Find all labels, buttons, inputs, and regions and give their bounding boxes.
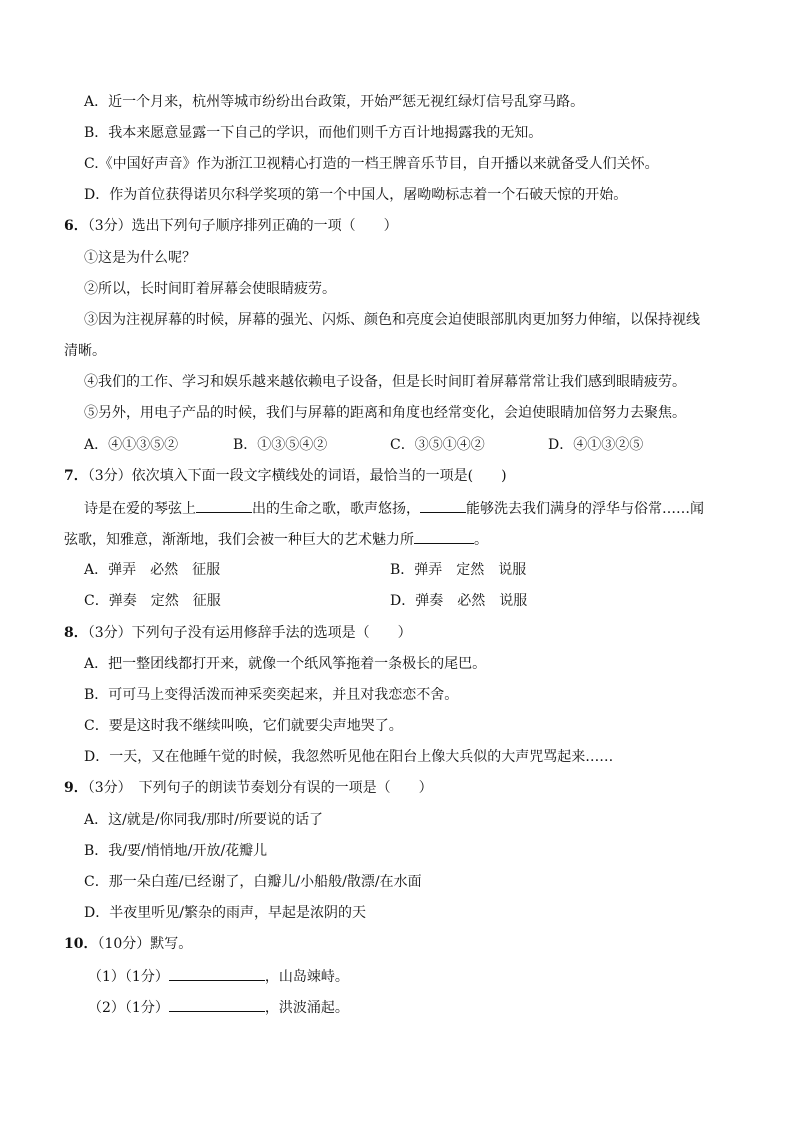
q6-sentence-4: ④我们的工作、学习和娱乐越来越依赖电子设备，但是长时间盯着屏幕常常让我们感到眼睛疲劳。 [84,374,686,390]
q8-stem-text: （3分）下列句子没有运用修辞手法的选项是（ ） [87,625,412,641]
q7-blank-3[interactable] [414,529,474,544]
q6-sentence-5: ⑤另外，用电子产品的时候，我们与屏幕的距离和角度也经常变化，会迫使眼睛加倍努力去聚焦。 [84,405,686,421]
q7-passage-text-3: 能够洗去我们满身的浮华与俗常……闻 [466,501,704,517]
q7-stem-text: （3分）依次填入下面一段文字横线处的词语，最恰当的一项是( ) [87,468,507,484]
q7-option-c: C．弹奏 定然 征服 [84,593,221,609]
q7-passage-line-1 [84,498,704,519]
q6-stem [64,216,398,236]
q7-passage-text-1: 诗是在爱的琴弦上 [84,501,196,517]
q10-item-2-text: ，洪波涌起。 [264,1000,349,1016]
q8-option-c: C．要是这时我不继续叫唤，它们就要尖声地哭了。 [84,718,403,734]
q10-item-2-label: （2）（1分） [88,1000,169,1016]
q10-blank-2[interactable] [169,997,265,1012]
q6-option-d: D．④①③②⑤ [548,437,644,453]
q7-option-a: A．弹弄 必然 征服 [84,562,221,578]
q5-option-b: B．我本来愿意显露一下自己的学识，而他们则千方百计地揭露我的无知。 [84,125,543,141]
q9-option-c: C．那一朵白莲/已经谢了，白瓣儿/小船般/散漂/在水面 [84,874,422,890]
q9-stem [64,778,433,798]
q10-item-1 [88,966,349,987]
q7-blank-2[interactable] [420,498,466,513]
q6-sentence-2: ②所以，长时间盯着屏幕会使眼睛疲劳。 [84,281,336,297]
q8-option-d: D．一天，又在他睡午觉的时候，我忽然听见他在阳台上像大兵似的大声咒骂起来…… [84,749,614,765]
q9-stem-text: （3分） 下列句子的朗读节奏划分有误的一项是（ ） [87,780,433,796]
q8-number: 8． [64,625,88,641]
q7-stem [64,466,507,486]
q7-option-d: D．弹奏 必然 说服 [390,593,528,609]
q7-passage-line-2 [64,529,488,550]
q7-passage-text-2: 出的生命之歌，歌声悠扬， [252,501,420,517]
q6-stem-text: （3分）选出下列句子顺序排列正确的一项（ ） [87,218,398,234]
q10-blank-1[interactable] [169,966,265,981]
q10-item-2 [88,997,349,1018]
q8-option-a: A．把一整团线都打开来，就像一个纸风筝拖着一条极长的尾巴。 [84,656,487,672]
q10-number: 10． [64,936,98,952]
q10-item-1-label: （1）（1分） [88,969,169,985]
q7-option-b: B．弹弄 定然 说服 [390,562,527,578]
q5-option-a: A．近一个月来，杭州等城市纷纷出台政策，开始严惩无视红绿灯信号乱穿马路。 [84,94,585,110]
q9-option-b: B．我/要/悄悄地/开放/花瓣儿 [84,843,268,859]
q8-stem [64,623,412,643]
q10-stem-text: （10分）默写。 [97,936,193,952]
q5-option-d: D．作为首位获得诺贝尔科学奖项的第一个中国人，屠呦呦标志着一个石破天惊的开始。 [84,187,628,203]
q5-option-c: C.《中国好声音》作为浙江卫视精心打造的一档王牌音乐节目，自开播以来就备受人们关怀。 [84,156,659,172]
q10-stem [64,934,192,954]
q6-option-b: B．①③⑤④② [233,437,328,453]
q6-sentence-3: ③因为注视屏幕的时候，屏幕的强光、闪烁、颜色和亮度会迫使眼部肌肉更加努力伸缩，以保持视线 [84,312,700,328]
q7-passage-text-4: 弦歌，知雅意，渐渐地，我们会被一种巨大的艺术魅力所 [64,532,414,548]
q9-option-d: D．半夜里听见/繁杂的雨声，早起是浓阴的天 [84,905,366,921]
q10-item-1-text: ，山岛竦峙。 [264,969,349,985]
q6-sentence-3-cont: 清晰。 [64,343,106,359]
q8-option-b: B．可可马上变得活泼而神采奕奕起来，并且对我恋恋不舍。 [84,687,459,703]
q9-number: 9． [64,780,88,796]
q7-passage-text-5: 。 [474,532,488,548]
q6-number: 6． [64,218,88,234]
q7-number: 7． [64,468,88,484]
q6-option-c: C．③⑤①④② [390,437,485,453]
q9-option-a: A．这/就是/你同我/那时/所要说的话了 [84,812,323,828]
q6-sentence-1: ①这是为什么呢？ [84,250,196,266]
q6-option-a: A．④①③⑤② [84,437,179,453]
q7-blank-1[interactable] [196,498,252,513]
